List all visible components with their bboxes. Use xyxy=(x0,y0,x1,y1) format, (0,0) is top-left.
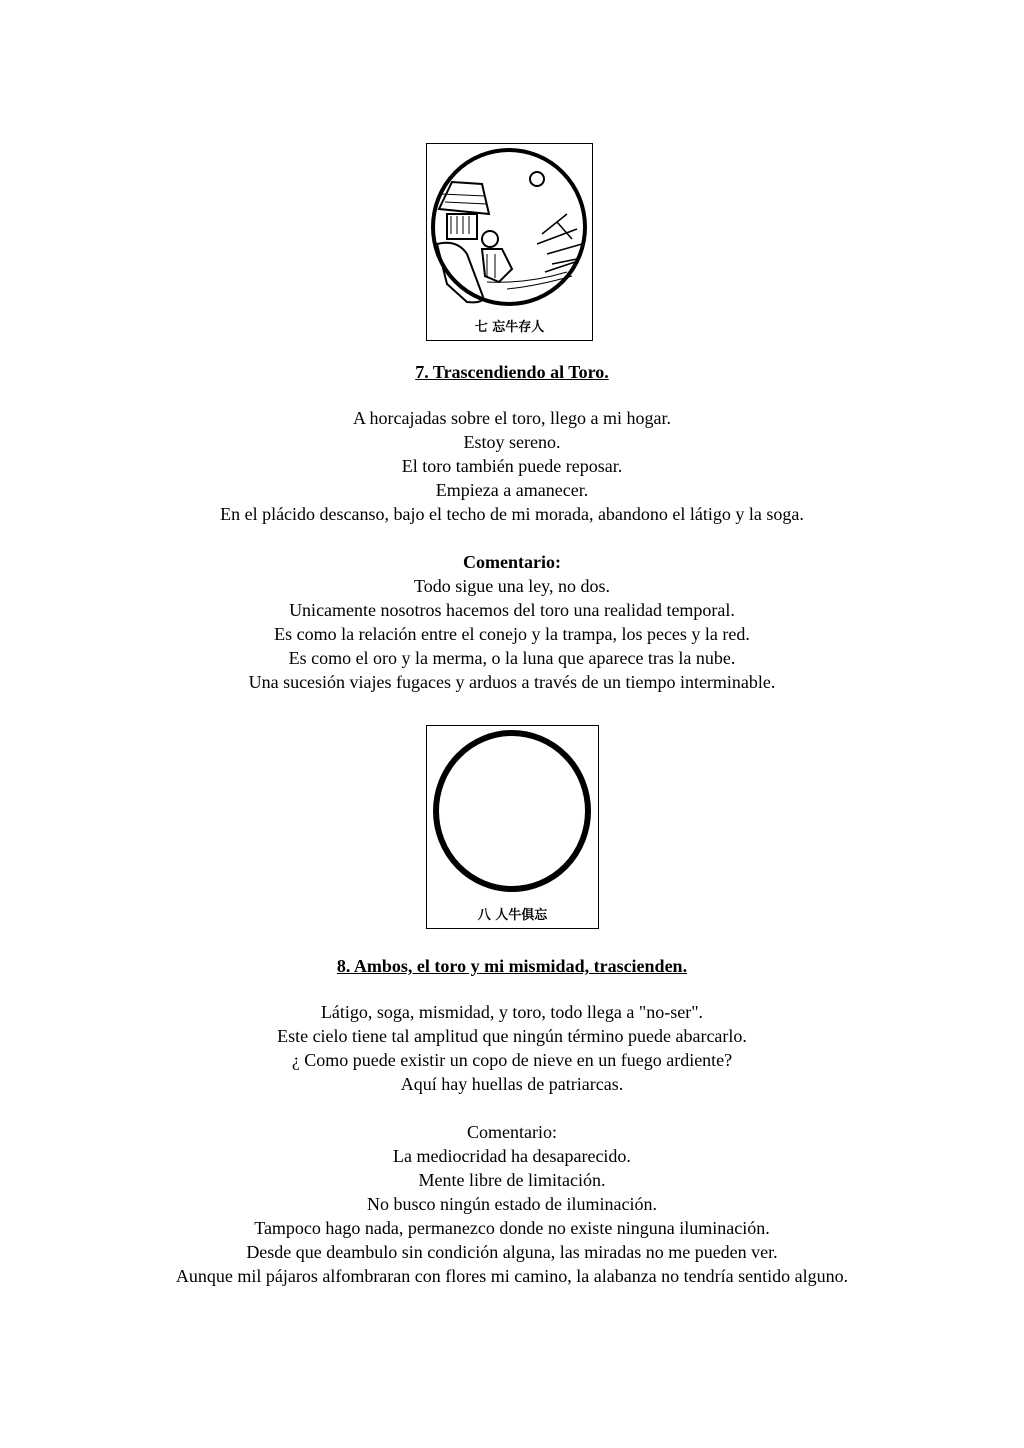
comment-line: Es como la relación entre el conejo y la trampa, los peces y la red. xyxy=(274,624,750,644)
section-title: 8. Ambos, el toro y mi mismidad, trascienden. xyxy=(336,956,688,976)
comment-line: Mente libre de limitación. xyxy=(418,1170,606,1190)
man-figure xyxy=(482,231,498,247)
comment-line: Todo sigue una ley, no dos. xyxy=(413,576,611,596)
poem-line: ¿ Como puede existir un copo de nieve en un fuego ardiente? xyxy=(291,1050,733,1070)
comment-line: Tampoco hago nada, permanezco donde no existe ninguna iluminación. xyxy=(254,1218,770,1238)
comment-line: Aunque mil pájaros alfombraran con flores mi camino, la alabanza no tendría sentido alguno. xyxy=(175,1266,849,1286)
poem-line: Aquí hay huellas de patriarcas. xyxy=(400,1074,624,1094)
ox-herding-picture-8 xyxy=(426,725,599,929)
poem-line: Estoy sereno. xyxy=(463,432,561,452)
comment-line: Desde que deambulo sin condición alguna, las miradas no me pueden ver. xyxy=(246,1242,778,1262)
comment-line: No busco ningún estado de iluminación. xyxy=(367,1194,657,1214)
comment-line: Una sucesión viajes fugaces y arduos a través de un tiempo interminable. xyxy=(248,672,776,692)
section-title: 7. Trascendiendo al Toro. xyxy=(415,362,609,382)
comment-line: La mediocridad ha desaparecido. xyxy=(393,1146,631,1166)
calligraphy-caption: 八 人牛俱忘 xyxy=(477,908,548,923)
poem-line: En el plácido descanso, bajo el techo de mi morada, abandono el látigo y la soga. xyxy=(220,504,804,524)
comment-line: Es como el oro y la merma, o la luna que aparece tras la nube. xyxy=(288,648,736,668)
poem-line: Este cielo tiene tal amplitud que ningún término puede abarcarlo. xyxy=(277,1026,747,1046)
ox-herding-picture-7 xyxy=(426,143,593,341)
poem-line: Empieza a amanecer. xyxy=(435,480,589,500)
calligraphy-caption: 七 忘牛存人 xyxy=(474,320,545,335)
poem-line: A horcajadas sobre el toro, llego a mi hogar. xyxy=(353,408,671,428)
section-8 xyxy=(0,954,1024,1288)
comment-line: Unicamente nosotros hacemos del toro una realidad temporal. xyxy=(289,600,735,620)
comment-label: Comentario: xyxy=(467,1122,557,1142)
man-at-home-illustration xyxy=(427,144,592,340)
hut-roof xyxy=(439,182,489,214)
poem-line: Látigo, soga, mismidad, y toro, todo llega a "no-ser". xyxy=(320,1002,704,1022)
section-7 xyxy=(0,360,1024,694)
comment-label: Comentario: xyxy=(463,552,561,572)
moon-icon xyxy=(530,172,544,186)
empty-circle-illustration xyxy=(427,726,598,928)
poem-line: El toro también puede reposar. xyxy=(401,456,623,476)
